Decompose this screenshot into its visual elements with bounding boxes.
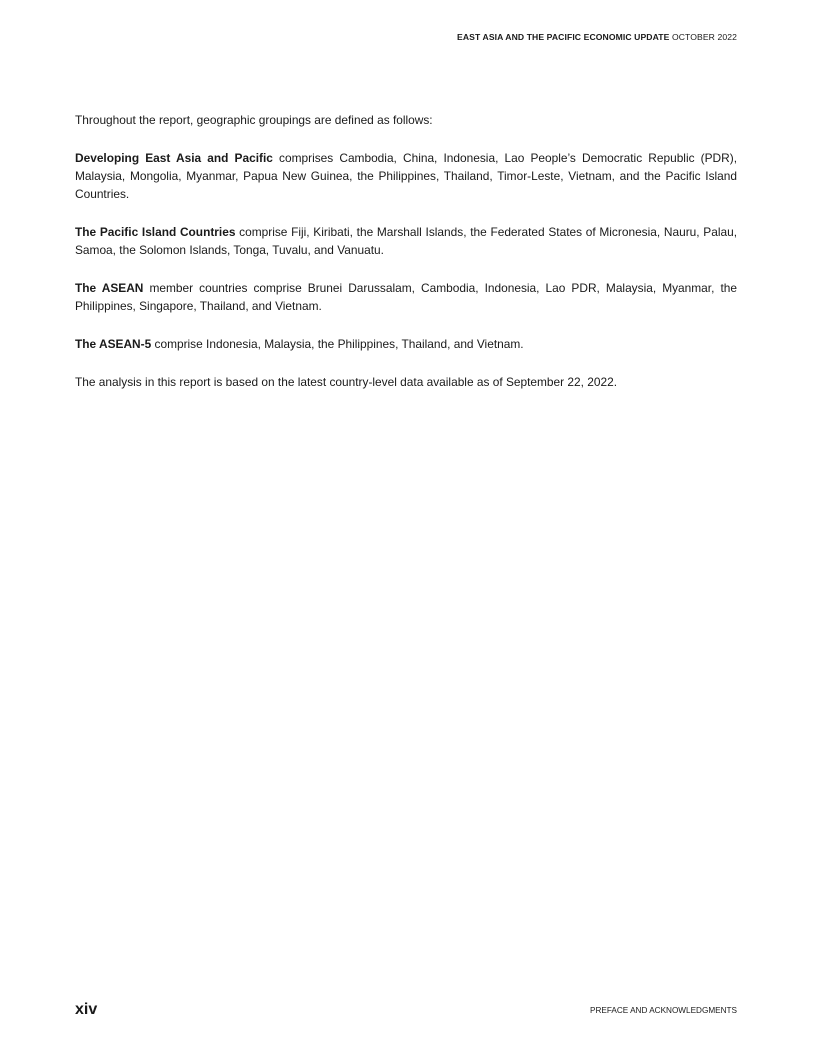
definition-paragraph <box>75 223 737 259</box>
definition-paragraph <box>75 149 737 203</box>
footer-section-title: PREFACE AND ACKNOWLEDGMENTS <box>590 1006 737 1015</box>
intro-paragraph: Throughout the report, geographic groupings are defined as follows: <box>75 113 433 127</box>
report-date: OCTOBER 2022 <box>671 32 737 42</box>
definition-paragraph <box>75 335 737 353</box>
definition-text: comprise Fiji, Kiribati, the Marshall Islands, the Federated States of Micronesia, Nauru, Palau, Samoa, the Solomon Islands, Tonga, Tuvalu, and Vanuatu. <box>75 225 737 257</box>
page-body <box>75 111 737 411</box>
definition-term: The Pacific Island Countries <box>75 225 236 239</box>
closing-paragraph: The analysis in this report is based on the latest country-level data available as of September 22, 2022. <box>75 375 617 389</box>
page-number: xiv <box>75 1001 98 1018</box>
definition-term: The ASEAN-5 <box>75 337 152 351</box>
definition-text: comprises Cambodia, China, Indonesia, Lao People’s Democratic Republic (PDR), Malaysia, Mongolia, Myanmar, Papua New Guinea, the Philippines, Thailand, Timor-Leste, Vietnam, and the Pacific Island Countries. <box>75 151 737 201</box>
definition-term: Developing East Asia and Pacific <box>75 151 273 165</box>
definition-paragraph <box>75 279 737 315</box>
definition-text: comprise Indonesia, Malaysia, the Philippines, Thailand, and Vietnam. <box>151 337 524 351</box>
report-title: EAST ASIA AND THE PACIFIC ECONOMIC UPDATE <box>457 32 670 42</box>
running-header <box>457 32 737 42</box>
definition-text: member countries comprise Brunei Darussalam, Cambodia, Indonesia, Lao PDR, Malaysia, Myanmar, the Philippines, Singapore, Thailand, and Vietnam. <box>75 281 737 313</box>
definition-term: The ASEAN <box>75 281 144 295</box>
